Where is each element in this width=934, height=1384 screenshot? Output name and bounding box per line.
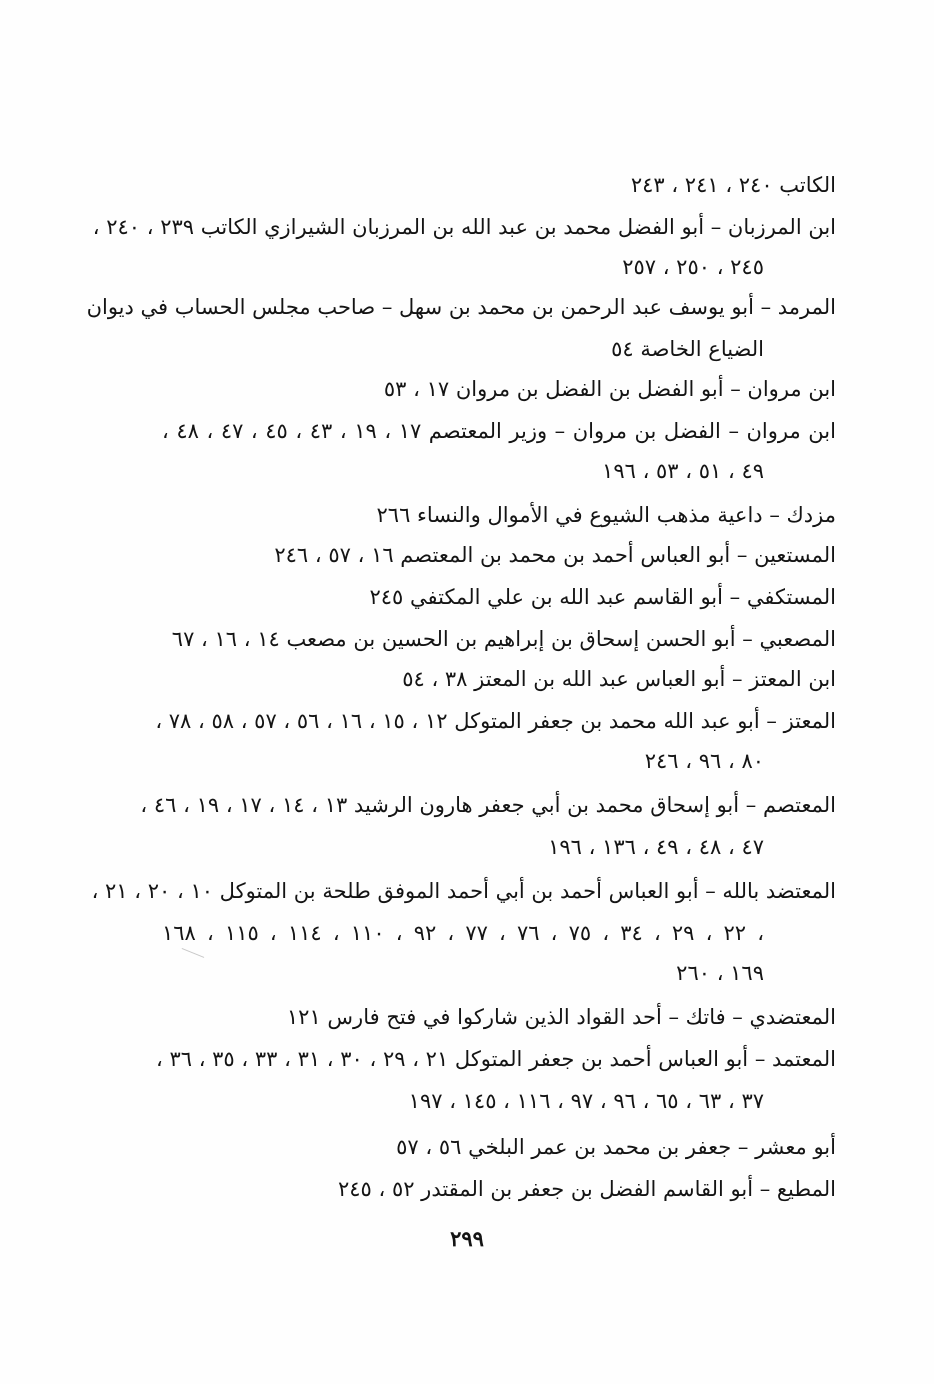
index-entry-continuation: ٤٩ ، ٥١ ، ٥٣ ، ١٩٦ [602,459,764,483]
index-entry-line: المعتصم – أبو إسحاق محمد بن أبي جعفر هارون الرشيد ١٣ ، ١٤ ، ١٧ ، ١٩ ، ٤٦ ، [140,793,836,817]
index-entry-line: المصعبي – أبو الحسن إسحاق بن إبراهيم بن الحسين بن مصعب ١٤ ، ١٦ ، ٦٧ [171,627,836,651]
index-entry-line: الكاتب ٢٤٠ ، ٢٤١ ، ٢٤٣ [630,173,836,197]
index-entry-line: أبو معشر – جعفر بن محمد بن عمر البلخي ٥٦ ، ٥٧ [396,1135,836,1159]
index-entry-line: ابن مروان – أبو الفضل بن الفضل بن مروان ١٧ ، ٥٣ [383,377,836,401]
page-number: ٢٩٩ [450,1226,484,1251]
index-entry-line: مزدك – داعية مذهب الشيوع في الأموال والنساء ٢٦٦ [376,503,836,527]
index-entry-line: ابن مروان – الفضل بن مروان – وزير المعتصم ١٧ ، ١٩ ، ٤٣ ، ٤٥ ، ٤٧ ، ٤٨ ، [162,419,836,443]
index-entry-continuation: ٨٠ ، ٩٦ ، ٢٤٦ [644,749,764,773]
index-entry-line: المعتز – أبو عبد الله محمد بن جعفر المتوكل ١٢ ، ١٥ ، ١٦ ، ٥٦ ، ٥٧ ، ٥٨ ، ٧٨ ، [155,709,836,733]
index-entry-continuation: ٤٧ ، ٤٨ ، ٤٩ ، ١٣٦ ، ١٩٦ [548,835,764,859]
index-entry-line: المستكفي – أبو القاسم عبد الله بن علي المكتفي ٢٤٥ [369,585,836,609]
index-entry-continuation: ٣٧ ، ٦٣ ، ٦٥ ، ٩٦ ، ٩٧ ، ١١٦ ، ١٤٥ ، ١٩٧ [408,1089,764,1113]
index-entry-line: المعتمد – أبو العباس أحمد بن جعفر المتوكل ٢١ ، ٢٩ ، ٣٠ ، ٣١ ، ٣٣ ، ٣٥ ، ٣٦ ، [156,1047,836,1071]
index-entry-line: ابن المرزبان – أبو الفضل محمد بن عبد الله بن المرزبان الشيرازي الكاتب ٢٣٩ ، ٢٤٠ ، [92,215,836,239]
index-entry-continuation: ٢٢ ، ٢٩ ، ٣٤ ، ٧٥ ، ٧٦ ، ٧٧ ، ٩٢ ، ١١٠ ، ١١٤ ، ١١٥ ، ١٦٨ ، [162,921,765,945]
index-entry-line: المرمد – أبو يوسف عبد الرحمن بن محمد بن سهل – صاحب مجلس الحساب في ديوان [86,295,836,319]
index-entry-line: المعتضدي – فاتك – أحد القواد الذين شاركوا في فتح فارس ١٢١ [286,1005,836,1029]
index-entry-continuation: ٢٤٥ ، ٢٥٠ ، ٢٥٧ [622,255,764,279]
index-entry-line: المعتضد بالله – أبو العباس أحمد بن أبي أحمد الموفق طلحة بن المتوكل ١٠ ، ٢٠ ، ٢١ ، [91,879,836,903]
index-entry-continuation: ١٦٩ ، ٢٦٠ [676,961,764,985]
index-entry-line: ابن المعتز – أبو العباس عبد الله بن المعتز ٣٨ ، ٥٤ [402,667,836,691]
index-entry-line: المطيع – أبو القاسم الفضل بن جعفر بن المقتدر ٥٢ ، ٢٤٥ [337,1177,836,1201]
scan-mark [182,948,205,958]
index-entry-line: المستعين – أبو العباس أحمد بن محمد بن المعتصم ١٦ ، ٥٧ ، ٢٤٦ [274,543,836,567]
index-entry-continuation: الضياع الخاصة ٥٤ [611,337,764,361]
